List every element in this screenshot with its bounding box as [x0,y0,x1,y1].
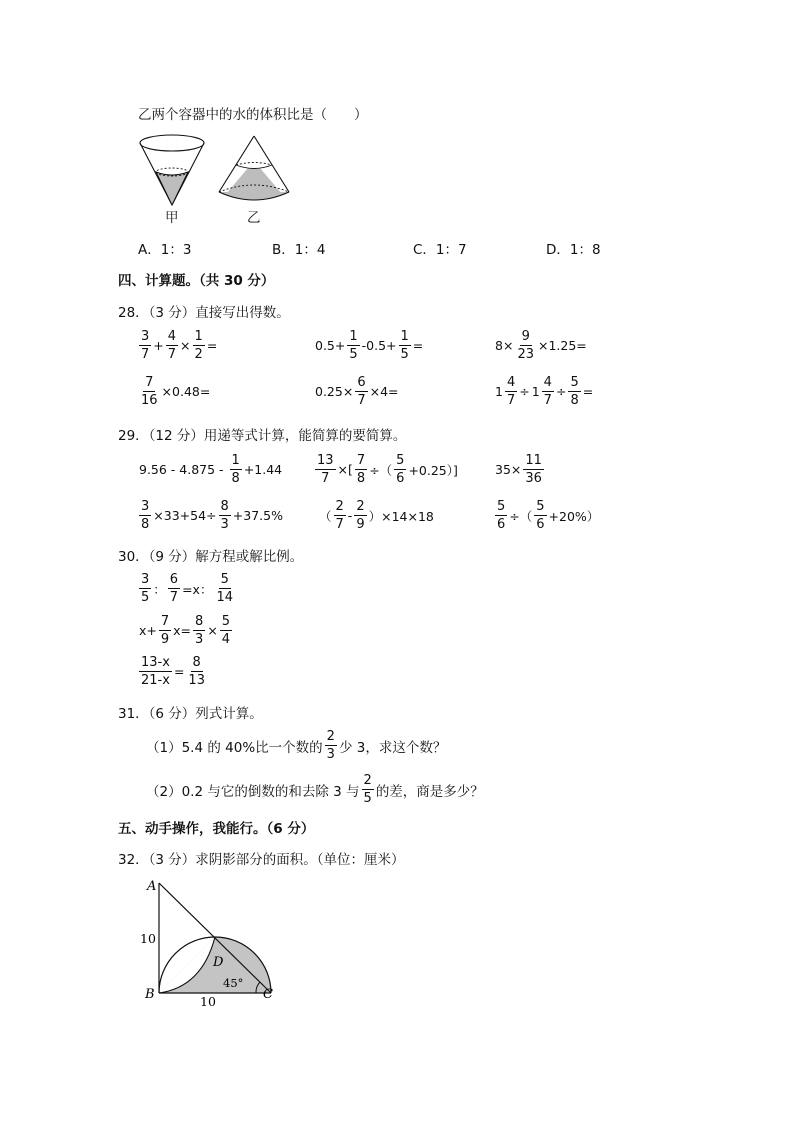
q28-title: 28．（3 分）直接写出得数。 [118,305,290,321]
q28-item-4: $\frac{7}{16}$ ×0.48= [141,375,211,408]
fraction: $\frac{5}{6}$ [396,453,405,486]
fraction: $\frac{8}{3}$ [195,614,204,647]
q27-stem: 乙两个容器中的水的体积比是（ ） [138,107,368,123]
fraction: $\frac{7}{16}$ [141,375,158,408]
fraction: $\frac{2}{5}$ [363,773,372,806]
fraction: $\frac{3}{5}$ [141,572,150,605]
label-side-ab: 10 [140,931,156,946]
fraction: $\frac{6}{7}$ [169,572,179,605]
q29-item-5: （ $\frac{2}{7}$ - $\frac{2}{9}$ ）×14×18 [319,499,434,532]
q32-title: 32．（3 分）求阴影部分的面积。（单位：厘米） [118,852,405,868]
fraction: $\frac{3}{7}$ [141,329,150,362]
fraction: $\frac{4}{7}$ [543,375,552,408]
fraction: $\frac{2}{7}$ [335,499,344,532]
fraction: $\frac{2}{3}$ [326,729,335,762]
q29-item-3: 35× $\frac{11}{36}$ [495,453,542,486]
fraction: $\frac{11}{36}$ [525,453,542,486]
q30-equation-3: $\frac{13-x}{21-x}$ = $\frac{8}{13}$ [141,655,205,688]
fraction: $\frac{5}{6}$ [497,499,506,532]
fraction: $\frac{1}{8}$ [231,453,240,486]
q29-item-6: $\frac{5}{6}$ ÷（ $\frac{5}{6}$ +20%） [497,499,600,532]
q31-part-1: （1）5.4 的 40%比一个数的 $\frac{2}{3}$ 少 3，求这个数？ [146,729,447,762]
fraction: $\frac{4}{7}$ [167,329,177,362]
q27-option-b[interactable]: B．1：4 [272,242,326,258]
container-yi [219,136,289,200]
q30-equation-2: x+ $\frac{7}{9}$ x= $\frac{8}{3}$ × $\frac{5}{4}$ [139,614,231,647]
fraction: $\frac{13-x}{21-x}$ [141,655,170,688]
q28-item-2: 0.5+ $\frac{1}{5}$ -0.5+ $\frac{1}{5}$ = [315,329,424,362]
fraction: $\frac{7}{8}$ [356,453,366,486]
fraction: $\frac{2}{9}$ [356,499,365,532]
label-d: D [213,955,224,970]
q27-containers-figure [130,128,300,228]
fraction: $\frac{5}{6}$ [536,499,545,532]
q31-title: 31．（6 分）列式计算。 [118,706,263,722]
q30-equation-1: $\frac{3}{5}$ ： $\frac{6}{7}$ =x： $\frac{5}{14}$ [141,572,233,605]
fraction: $\frac{3}{8}$ [141,499,150,532]
q29-item-4: $\frac{3}{8}$ ×33+54÷ $\frac{8}{3}$ +37.5% [141,499,283,532]
label-b: B [145,987,155,1002]
fraction: $\frac{4}{7}$ [506,375,516,408]
fraction: $\frac{5}{14}$ [216,572,233,605]
section4-title: 四、计算题。（共 30 分） [118,273,275,289]
q28-item-3: 8× $\frac{9}{23}$ ×1.25= [495,329,587,362]
label-side-bc: 10 [200,994,216,1009]
section5-title: 五、动手操作，我能行。（6 分） [118,821,315,837]
q28-item-6: 1 $\frac{4}{7}$ ÷ 1 $\frac{4}{7}$ ÷ $\frac{5}{8}$ = [495,375,594,408]
fraction: $\frac{8}{13}$ [188,655,205,688]
q29-title: 29．（12 分）用递等式计算，能简算的要简算。 [118,428,407,444]
q27-option-a[interactable]: A．1：3 [138,242,192,258]
fraction: $\frac{7}{9}$ [160,614,170,647]
label-yi: 乙 [247,210,261,226]
container-jia [140,135,204,205]
q28-item-5: 0.25× $\frac{6}{7}$ ×4= [315,375,399,408]
fraction: $\frac{5}{8}$ [570,375,579,408]
fraction: $\frac{1}{5}$ [400,329,409,362]
label-c: C [263,987,273,1002]
fraction: $\frac{9}{23}$ [517,329,534,362]
label-jia: 甲 [165,210,179,226]
q29-item-1: 9.56 - 4.875 - $\frac{1}{8}$ +1.44 [139,453,283,486]
q27-option-d[interactable]: D．1：8 [546,242,601,258]
fraction: $\frac{13}{7}$ [317,453,334,486]
q30-title: 30．（9 分）解方程或解比例。 [118,549,304,565]
fraction: $\frac{1}{5}$ [349,329,358,362]
label-angle: 45° [223,976,244,990]
fraction: $\frac{6}{7}$ [357,375,366,408]
label-a: A [147,879,157,894]
fraction: $\frac{1}{2}$ [194,329,203,362]
fraction: $\frac{5}{4}$ [221,614,231,647]
q28-item-1: $\frac{3}{7}$ + $\frac{4}{7}$ × $\frac{1}{2}$ = [141,329,218,362]
fraction: $\frac{8}{3}$ [220,499,229,532]
q29-item-2: $\frac{13}{7}$ ×[ $\frac{7}{8}$ ÷（ $\frac{5}{6}$ +0.25）] [317,453,458,486]
q27-option-c[interactable]: C．1：7 [413,242,467,258]
q32-geometry-figure [130,870,290,1010]
q31-part-2: （2）0.2 与它的倒数的和去除 3 与 $\frac{2}{5}$ 的差，商是多少？ [146,773,484,806]
